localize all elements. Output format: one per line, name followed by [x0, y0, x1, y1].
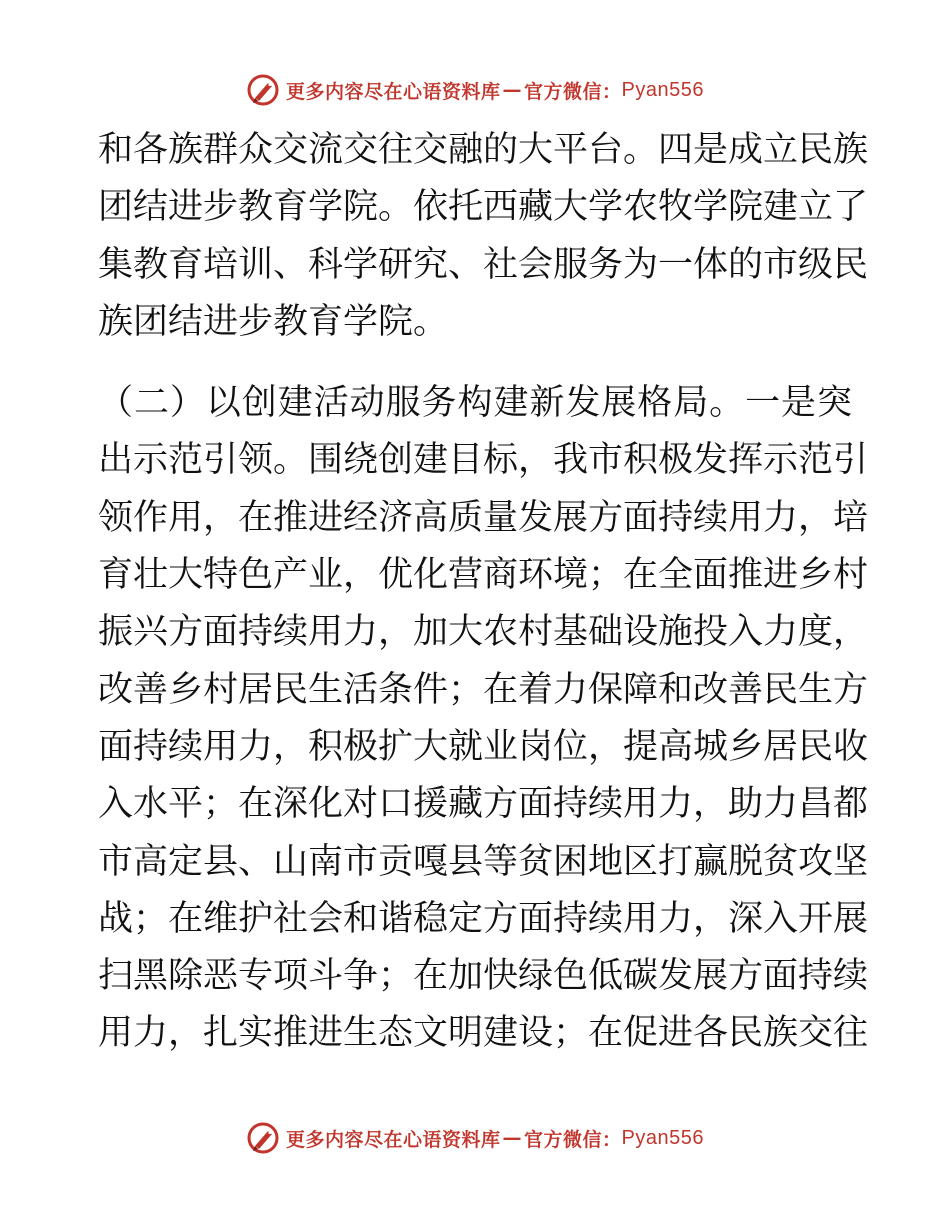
banner-separator: —	[502, 79, 523, 101]
text-line: 面持续用力，积极扩大就业岗位，提高城乡居民收	[98, 726, 869, 767]
text-line: 扫黑除恶专项斗争；在加快绿色低碳发展方面持续	[98, 956, 869, 997]
banner-wechat-id: Pyan556	[621, 78, 704, 101]
text-line: 集教育培训、科学研究、社会服务为一体的市级民	[98, 244, 869, 285]
text-line: 和各族群众交流交往交融的大平台。四是成立民族	[98, 130, 869, 170]
text-line: （二）以创建活动服务构建新发展格局。一是突	[98, 383, 852, 424]
text-line: 入水平；在深化对口援藏方面持续用力，助力昌都	[98, 784, 869, 825]
text-line: 育壮大特色产业，优化营商环境；在全面推进乡村	[98, 555, 869, 596]
text-line: 改善乡村居民生活条件；在着力保障和改善民生方	[98, 669, 869, 710]
text-line: 用力，扎实推进生态文明建设；在促进各民族交往	[98, 1013, 869, 1054]
text-line: 族团结进步教育学院。	[98, 301, 449, 342]
header-watermark-banner	[0, 70, 950, 110]
banner-wechat-label: 官方微信：	[524, 80, 622, 103]
text-line: 出示范引领。围绕创建目标，我市积极发挥示范引	[98, 440, 869, 481]
text-line: 振兴方面持续用力，加大农村基础设施投入力度，	[98, 612, 869, 653]
banner-separator: —	[502, 1127, 523, 1149]
text-line: 团结进步教育学院。依托西藏大学农牧学院建立了	[98, 187, 869, 228]
text-line: 市高定县、山南市贡嘎县等贫困地区打赢脱贫攻坚	[98, 841, 869, 882]
banner-wechat-label: 官方微信：	[524, 1128, 622, 1151]
banner-main-text: 更多内容尽在心语资料库	[286, 80, 501, 103]
pen-logo-icon	[246, 1121, 280, 1155]
text-line: 领作用，在推进经济高质量发展方面持续用力，培	[98, 497, 869, 538]
paragraph-2	[98, 375, 869, 1063]
document-body	[98, 122, 869, 1063]
footer-watermark-banner	[0, 1118, 950, 1158]
banner-wechat-id: Pyan556	[621, 1126, 704, 1149]
banner-main-text: 更多内容尽在心语资料库	[286, 1128, 501, 1151]
paragraph-1	[98, 122, 869, 351]
text-line: 战；在维护社会和谐稳定方面持续用力，深入开展	[98, 898, 869, 939]
pen-logo-icon	[246, 73, 280, 107]
